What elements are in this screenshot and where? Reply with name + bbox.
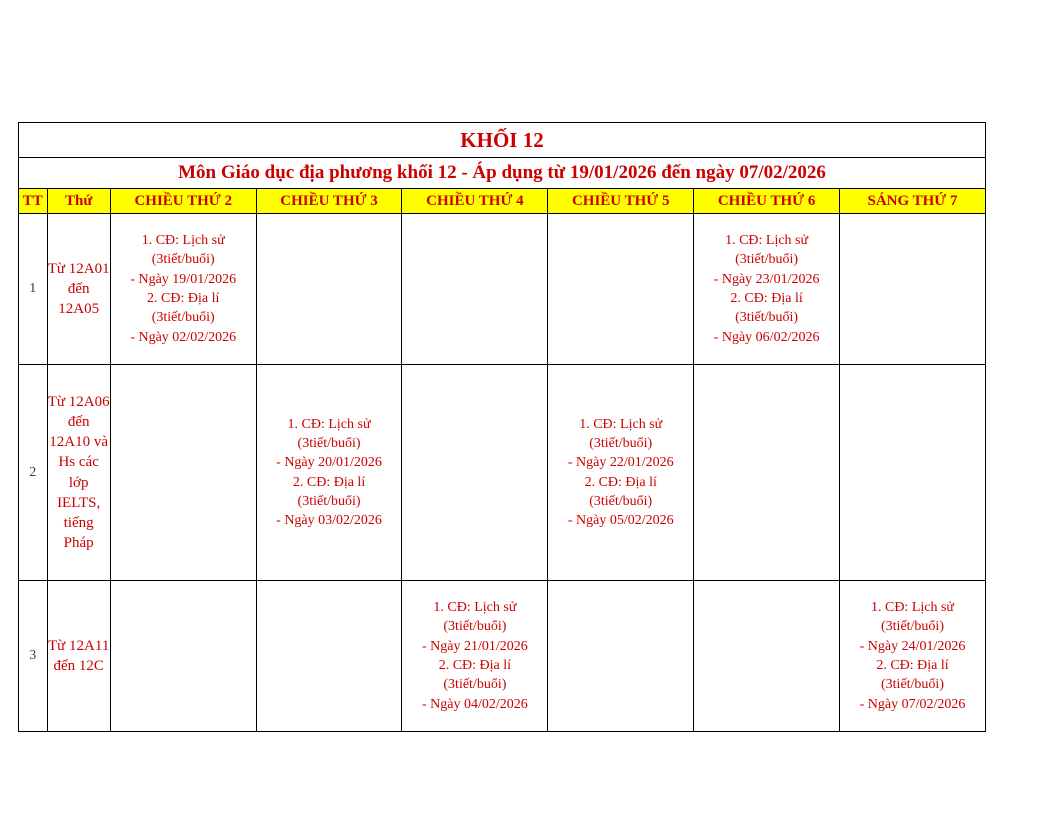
cell-line: (3tiết/buổi) (151, 252, 215, 268)
column-header-chieu-thu-3: CHIỀU THỨ 3 (256, 189, 402, 214)
cell-line: - Ngày 04/02/2026 (422, 696, 528, 712)
column-header-chieu-thu-4: CHIỀU THỨ 4 (402, 189, 548, 214)
table-row (19, 581, 986, 732)
cell-line: 1. CĐ: Lịch sử (141, 233, 225, 249)
table-subtitle-row (19, 158, 986, 189)
table-title-row (19, 123, 986, 158)
table-header-row (19, 189, 986, 214)
cell-r2-c6 (694, 365, 840, 581)
cell-r1-c4 (402, 214, 548, 365)
cell-line: - Ngày 23/01/2026 (713, 271, 820, 287)
cell-line: 2. CĐ: Địa lí (584, 474, 657, 490)
cell-line: (3tiết/buổi) (443, 677, 507, 693)
cell-r2-c2 (110, 365, 256, 581)
row-number: 1 (19, 214, 48, 365)
column-header-sang-thu-7: SÁNG THỨ 7 (840, 189, 986, 214)
cell-line: 2. CĐ: Địa lí (438, 658, 512, 673)
cell-line: - Ngày 07/02/2026 (859, 696, 966, 712)
cell-line: - Ngày 02/02/2026 (130, 329, 237, 345)
column-header-tt: TT (19, 189, 48, 214)
cell-r3-c4 (402, 581, 548, 732)
cell-r2-c5 (548, 365, 694, 581)
table-row (19, 365, 986, 581)
cell-line: (3tiết/buổi) (151, 310, 215, 326)
cell-line: - Ngày 24/01/2026 (859, 638, 966, 654)
cell-line: (3tiết/buổi) (881, 619, 944, 635)
cell-line: (3tiết/buổi) (297, 493, 361, 509)
cell-line: (3tiết/buổi) (735, 252, 799, 268)
table-row (19, 214, 986, 365)
cell-r1-c5 (548, 214, 694, 365)
cell-line: - Ngày 20/01/2026 (276, 455, 382, 471)
cell-line: 2. CĐ: Địa lí (147, 291, 220, 306)
cell-r3-c2 (110, 581, 256, 732)
cell-line: (3tiết/buổi) (443, 619, 507, 635)
cell-line: (3tiết/buổi) (589, 435, 653, 451)
cell-r1-c6 (694, 214, 840, 365)
column-header-thu: Thứ (47, 189, 110, 214)
cell-r3-c3 (256, 581, 402, 732)
cell-r2-c3 (256, 365, 402, 581)
column-header-chieu-thu-2: CHIỀU THỨ 2 (110, 189, 256, 214)
cell-r1-c2 (110, 214, 256, 365)
cell-r3-c6 (694, 581, 840, 732)
row-number: 3 (19, 581, 48, 732)
cell-line: 1. CĐ: Lịch sử (287, 416, 371, 432)
cell-line: - Ngày 19/01/2026 (130, 271, 237, 287)
cell-line: - Ngày 21/01/2026 (422, 638, 528, 654)
row-class-group: Từ 12A01 đến 12A05 (47, 214, 110, 365)
cell-line: (3tiết/buổi) (589, 493, 653, 509)
row-class-group: Từ 12A11 đến 12C (47, 581, 110, 732)
cell-line: (3tiết/buổi) (297, 435, 361, 451)
cell-line: 2. CĐ: Địa lí (292, 474, 366, 490)
row-number: 2 (19, 365, 48, 581)
cell-line: - Ngày 22/01/2026 (567, 455, 674, 471)
document-subtitle: Môn Giáo dục địa phương khối 12 - Áp dụng từ 19/01/2026 đến ngày 07/02/2026 (19, 158, 986, 189)
cell-line: 1. CĐ: Lịch sử (579, 416, 663, 432)
cell-line: - Ngày 03/02/2026 (276, 513, 382, 529)
cell-r3-c7 (840, 581, 986, 732)
cell-line: 2. CĐ: Địa lí (876, 658, 949, 673)
cell-r1-c7 (840, 214, 986, 365)
cell-line: - Ngày 05/02/2026 (567, 513, 674, 529)
cell-line: (3tiết/buổi) (735, 310, 799, 326)
column-header-chieu-thu-6: CHIỀU THỨ 6 (694, 189, 840, 214)
row-class-group: Từ 12A06 đến 12A10 và Hs các lớp IELTS, tiếng Pháp (47, 365, 110, 581)
cell-line: (3tiết/buổi) (881, 677, 944, 693)
cell-line: 1. CĐ: Lịch sử (870, 600, 955, 616)
cell-r2-c4 (402, 365, 548, 581)
document-title: KHỐI 12 (19, 123, 986, 158)
cell-line: - Ngày 06/02/2026 (713, 329, 820, 345)
schedule-table (18, 122, 986, 732)
cell-line: 1. CĐ: Lịch sử (433, 600, 517, 616)
cell-r1-c3 (256, 214, 402, 365)
column-header-chieu-thu-5: CHIỀU THỨ 5 (548, 189, 694, 214)
cell-line: 1. CĐ: Lịch sử (725, 233, 809, 249)
cell-r3-c5 (548, 581, 694, 732)
cell-r2-c7 (840, 365, 986, 581)
cell-line: 2. CĐ: Địa lí (730, 291, 803, 306)
